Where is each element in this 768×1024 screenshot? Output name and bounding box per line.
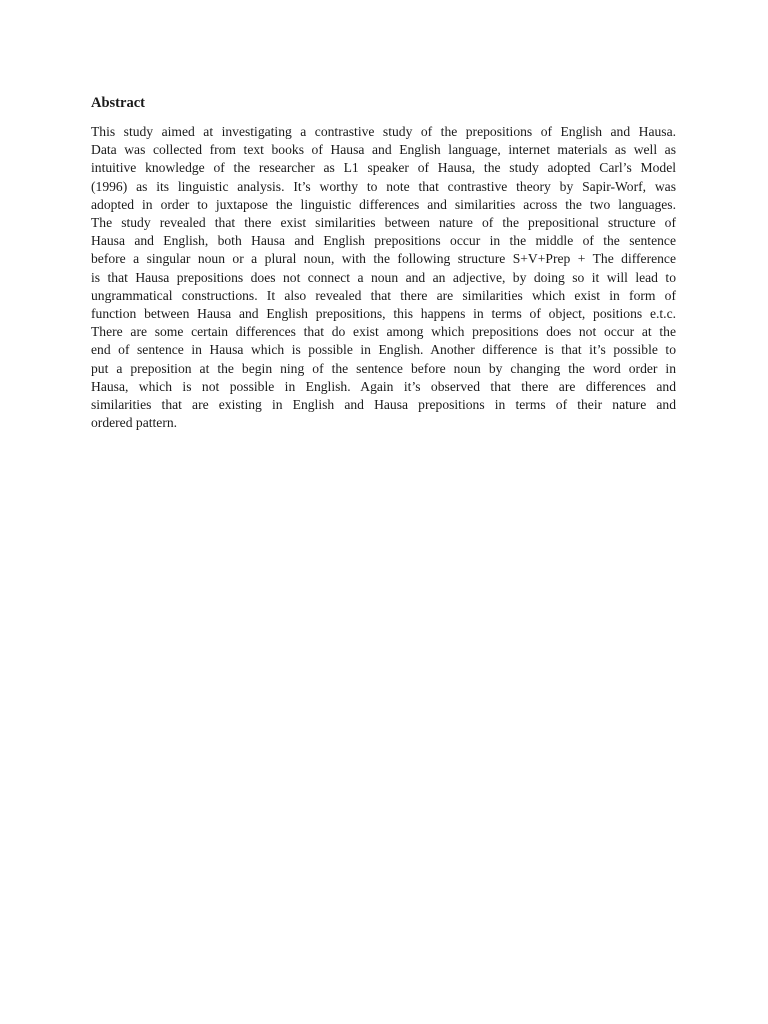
abstract-line: Data was collected from text books of Hausa and English language, internet materials as well as bbox=[91, 142, 676, 158]
abstract-line: put a preposition at the begin ning of the sentence before noun by changing the word order in bbox=[91, 360, 676, 376]
abstract-line: This study aimed at investigating a contrastive study of the prepositions of English and Hausa. bbox=[91, 124, 676, 139]
abstract-line: Hausa, which is not possible in English. Again it’s observed that there are differences and bbox=[91, 378, 676, 394]
abstract-line: Hausa and English, both Hausa and English prepositions occur in the middle of the sentence bbox=[91, 233, 676, 249]
abstract-line: similarities that are existing in English and Hausa prepositions in terms of their nature and bbox=[91, 397, 676, 413]
abstract-line: end of sentence in Hausa which is possible in English. Another difference is that it’s possible to bbox=[91, 342, 676, 358]
abstract-line: function between Hausa and English prepositions, this happens in terms of object, positions e.t.c. bbox=[91, 306, 676, 322]
abstract-line: ungrammatical constructions. It also revealed that there are similarities which exist in form of bbox=[91, 287, 676, 303]
abstract-heading: Abstract bbox=[91, 95, 145, 111]
abstract-line: ordered pattern. bbox=[91, 415, 178, 431]
abstract-line: intuitive knowledge of the researcher as L1 speaker of Hausa, the study adopted Carl’s Model bbox=[91, 160, 676, 176]
abstract-line: There are some certain differences that do exist among which prepositions does not occur at the bbox=[91, 324, 676, 340]
abstract-line: is that Hausa prepositions does not connect a noun and an adjective, by doing so it will lead to bbox=[91, 269, 676, 285]
abstract-line: The study revealed that there exist similarities between nature of the prepositional structure of bbox=[91, 215, 676, 231]
abstract-line: before a singular noun or a plural noun, with the following structure S+V+Prep + The difference bbox=[91, 251, 676, 267]
abstract-line: (1996) as its linguistic analysis. It’s worthy to note that contrastive theory by Sapir-Worf, was bbox=[91, 178, 676, 194]
abstract-paragraph bbox=[91, 123, 676, 432]
abstract-line: adopted in order to juxtapose the linguistic differences and similarities across the two languages. bbox=[91, 196, 676, 212]
